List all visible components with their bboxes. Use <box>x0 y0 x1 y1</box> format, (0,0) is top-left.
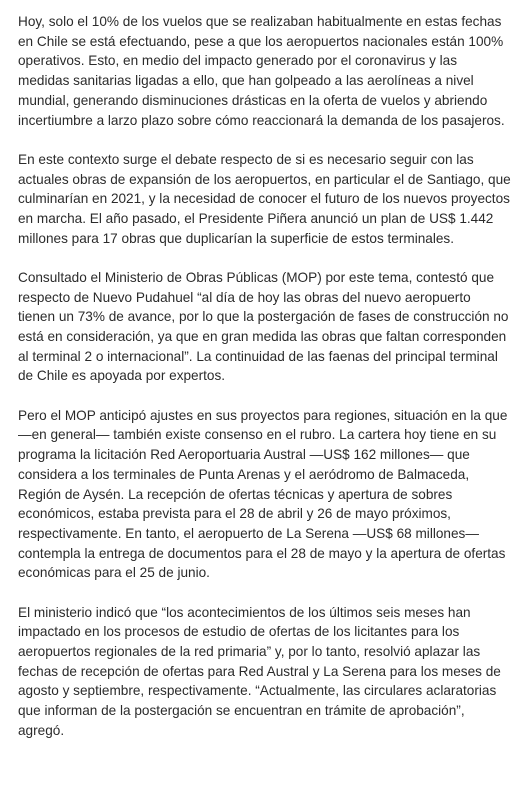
paragraph-regional-projects: Pero el MOP anticipó ajustes en sus proyectos para regiones, situación en la que —en general— también existe consenso en el rubro. La cartera hoy tiene en su programa la licitación Red Aeroportuaria Austral —US$ 162 millones— que considera a los terminales de Punta Arenas y el aeródromo de Balmaceda, Región de Aysén. La recepción de ofertas técnicas y apertura de sobres económicos, estaba prevista para el 28 de abril y 26 de mayo próximos, respectivamente. En tanto, el aeropuerto de La Serena —US$ 68 millones— contempla la entrega de documentos para el 28 de mayo y la apertura de ofertas económicas para el 25 de junio. <box>18 407 508 581</box>
paragraph-expansion-debate: En este contexto surge el debate respecto de si es necesario seguir con las actuales obras de expansión de los aeropuertos, en particular el de Santiago, que culminarían en 2021, y la necesidad de conocer el futuro de los nuevos proyectos en marcha. El año pasado, el Presidente Piñera anunció un plan de US$ 1.442 millones para 17 obras que duplicarían la superficie de estos terminales. <box>18 151 511 246</box>
paragraph-mop-pudahuel: Consultado el Ministerio de Obras Públicas (MOP) por este tema, contestó que respecto de Nuevo Pudahuel “al día de hoy las obras del nuevo aeropuerto tienen un 73% de avance, por lo que la postergación de fases de construcción no está en consideración, ya que en gran medida las obras que faltan corresponden al terminal 2 o internacional”. La continuidad de las faenas del principal terminal de Chile es apoyada por expertos. <box>18 269 509 384</box>
paragraph-flights-drop: Hoy, solo el 10% de los vuelos que se realizaban habitualmente en estas fechas en Chile se está efectuando, pese a que los aeropuertos nacionales están 100% operativos. Esto, en medio del impacto generado por el coronavirus y las medidas sanitarias ligadas a ello, que han golpeado a las aerolíneas a nivel mundial, generando disminuciones drásticas en la oferta de vuelos y abriendo incertiumbre a larzo plazo sobre cómo reaccionará la demanda de los pasajeros. <box>18 14 505 128</box>
paragraph-postponement: El ministerio indicó que “los acontecimientos de los últimos seis meses han impactado en los procesos de estudio de ofertas de los licitantes para los aeropuertos regionales de la red primaria” y, por lo tanto, resolvió aplazar las fechas de recepción de ofertas para Red Austral y La Serena para los meses de agosto y septiembre, respectivamente. “Actualmente, las circulares aclaratorias que informan de la postergación se encuentran en trámite de aprobación”, agregó. <box>18 604 501 738</box>
